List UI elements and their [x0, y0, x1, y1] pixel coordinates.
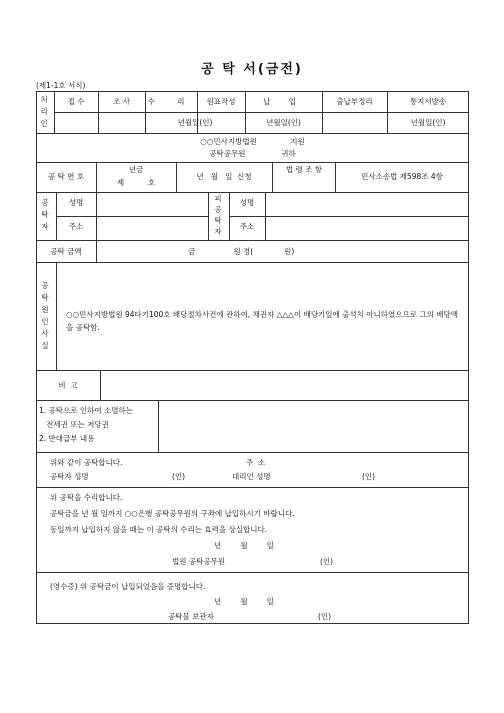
depositor-address-label: 주소	[68, 222, 84, 231]
deposit-number-label: 공 탁 번 호	[47, 172, 85, 181]
declaration-address: 주 소	[246, 458, 266, 467]
depositor-name-sign: 공탁자 성명	[50, 472, 89, 481]
cause-label: 공 탁 원 인 사 실	[41, 281, 49, 350]
court-line1: ○○민사지방법원 지원	[200, 137, 305, 146]
extinction-line2: 전세권 또는 저당권	[39, 420, 109, 429]
deposit-date-label: 년 월 일 신청	[196, 172, 252, 181]
acceptance-line2: 공탁금을 년 월 일까지 ○○은행 공탁공무원의 구좌에 납입하시기 바랍니다.	[50, 509, 295, 518]
remarks-label: 비 고	[58, 381, 78, 390]
depositee-name-label: 성명	[239, 198, 255, 207]
form-number: (제1-1호 서식)	[36, 81, 86, 90]
processing-side-label: 처 리 인	[40, 95, 48, 128]
depositor-label: 공 탁 자	[41, 198, 49, 231]
declaration-line1: 위와 같이 공탁합니다.	[50, 458, 123, 467]
law-label: 법 령 조 항	[285, 165, 323, 174]
col-investigate: 조 사	[113, 97, 130, 106]
acceptance-line3: 동일까지 납입하지 않을 때는 이 공탁의 수리는 효력을 상실합니다.	[50, 525, 268, 534]
extinction-line1: 1. 공탁으로 인하여 소멸하는	[39, 406, 134, 415]
amount-text: 금 원 경( 원)	[188, 247, 295, 256]
receipt-seal: (인)	[318, 612, 332, 621]
date-accept: 년월일(인)	[177, 118, 213, 127]
receipt-date: 년 월 일	[214, 597, 274, 606]
col-notice: 통지서발송	[409, 97, 447, 106]
agent-name-sign: 대리인 성명	[232, 472, 271, 481]
amount-label: 공탁 금액	[50, 247, 82, 256]
acceptance-officer: 법원 공탁공무원	[172, 557, 226, 566]
receipt-keeper: 공탁물 보관자	[168, 612, 214, 621]
col-ledger: 원표작성	[206, 97, 236, 106]
depositee-address-label: 주소	[239, 222, 255, 231]
acceptance-seal: (인)	[320, 557, 334, 566]
depositee-label: 피 공 탁 자	[214, 194, 222, 236]
acceptance-date: 년 월 일	[214, 541, 274, 550]
acceptance-line1: 위 공탁을 수리합니다.	[50, 493, 123, 502]
document-title: 공 탁 서(금전)	[201, 62, 303, 77]
date-notice: 년월일(인)	[410, 118, 446, 127]
col-cashbook: 출납부정리	[336, 97, 373, 106]
depositor-name-label: 성명	[68, 198, 84, 207]
col-receive: 접 수	[67, 97, 85, 106]
col-accept: 수 리	[147, 97, 195, 106]
receipt-line1: (영수증) 위 공탁금이 납입되었음을 증명합니다.	[50, 582, 206, 591]
date-payment: 년월일(인)	[266, 118, 301, 127]
col-payment: 납 입	[263, 97, 304, 106]
cause-text: ○○민사지방법원 94타기100호 배당절차사건에 관하여, 채권자 △△△이 배당기일에 출석치 아니하였으므로 그의 배당액을 공탁함.	[66, 310, 459, 332]
court-line2: 공탁공무원 귀하	[209, 149, 296, 158]
extinction-line3: 2. 반대급부 내용	[39, 434, 95, 443]
deposit-no-label: 제 호	[116, 178, 156, 187]
depositor-seal: (인)	[172, 472, 186, 481]
law-value: 민사소송법 제598조 4항	[361, 172, 443, 181]
agent-seal: (인)	[362, 472, 376, 481]
deposit-year-label: 년금	[128, 165, 144, 174]
